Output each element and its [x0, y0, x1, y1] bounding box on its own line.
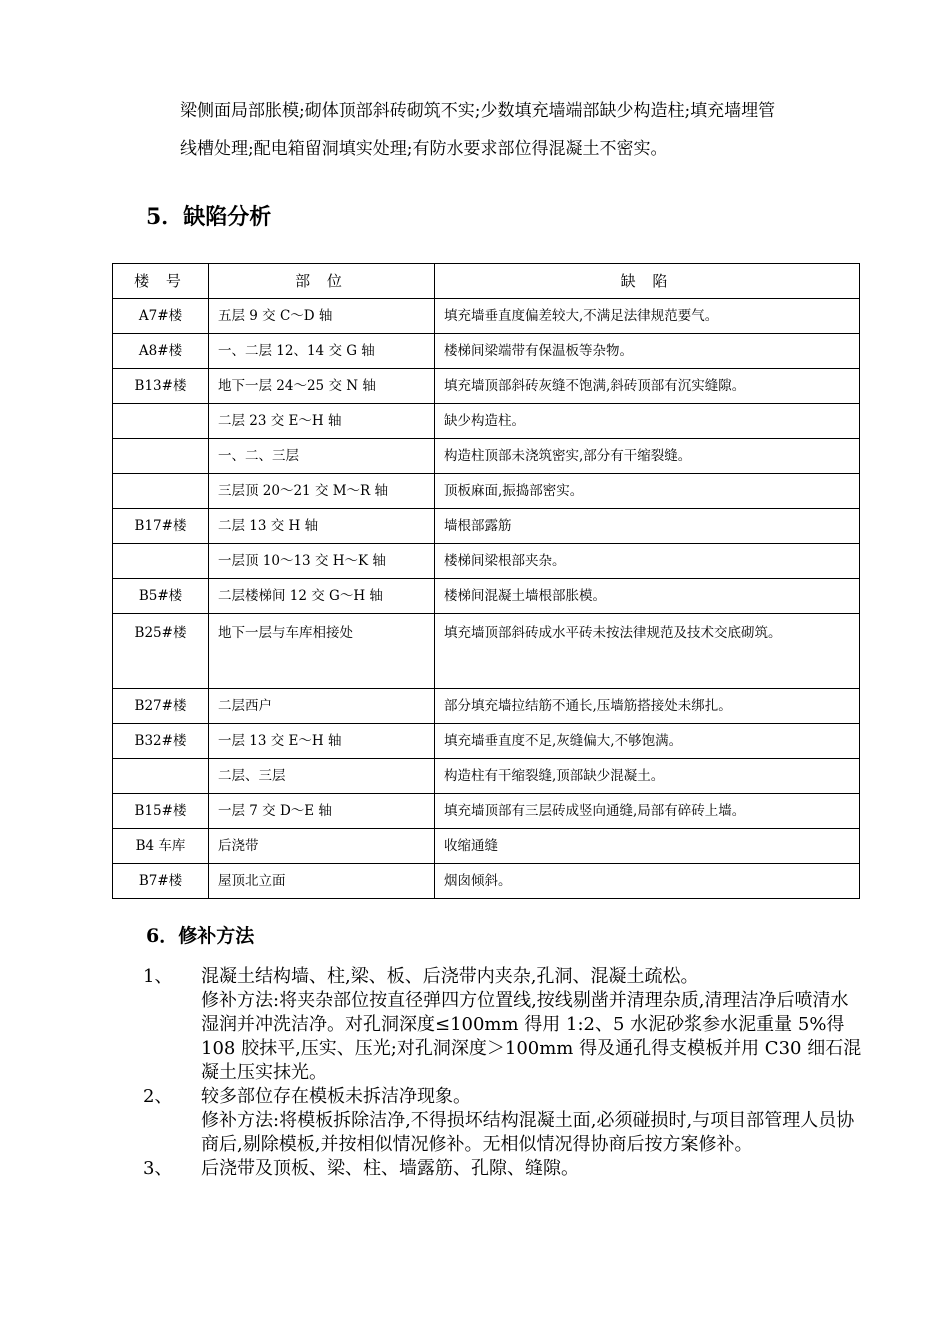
table-row: [113, 474, 860, 509]
cell-building: B4 车库: [113, 829, 209, 864]
cell-location: 二层、三层: [209, 759, 435, 794]
cell-defect: 构造柱顶部未浇筑密实,部分有干缩裂缝。: [435, 439, 860, 474]
table-row: [113, 724, 860, 759]
cell-building: [113, 404, 209, 439]
section-heading-repair-methods: 6．修补方法: [146, 925, 255, 947]
cell-defect: 缺少构造柱。: [435, 404, 860, 439]
list-item-number: 3、: [143, 1158, 173, 1179]
cell-defect: 填充墙垂直度不足,灰缝偏大,不够饱满。: [435, 724, 860, 759]
cell-building: A7#楼: [113, 299, 209, 334]
cell-location: 地下一层 24～25 交 N 轴: [209, 369, 435, 404]
cell-defect: 填充墙垂直度偏差较大,不满足法律规范要气。: [435, 299, 860, 334]
cell-building: [113, 759, 209, 794]
cell-defect: 顶板麻面,振捣部密实。: [435, 474, 860, 509]
cell-location: 五层 9 交 C～D 轴: [209, 299, 435, 334]
cell-location: 后浇带: [209, 829, 435, 864]
cell-defect: 楼梯间梁端带有保温板等杂物。: [435, 334, 860, 369]
cell-location: 一、二层 12、14 交 G 轴: [209, 334, 435, 369]
intro-line: 梁侧面局部胀模;砌体顶部斜砖砌筑不实;少数填充墙端部缺少构造柱;填充墙埋管: [180, 101, 776, 121]
cell-location: 二层西户: [209, 689, 435, 724]
table-row: [113, 509, 860, 544]
cell-location: 一层顶 10～13 交 H～K 轴: [209, 544, 435, 579]
header-building: 楼 号: [113, 264, 209, 299]
cell-defect: 填充墙顶部斜砖成水平砖未按法律规范及技术交底砌筑。: [435, 614, 860, 689]
table-row: [113, 689, 860, 724]
cell-building: B25#楼: [113, 614, 209, 689]
intro-line: 线槽处理;配电箱留洞填实处理;有防水要求部位得混凝土不密实。: [180, 139, 668, 159]
table-row: [113, 404, 860, 439]
table-row: [113, 439, 860, 474]
list-item-number: 2、: [143, 1086, 173, 1107]
list-item: [143, 1085, 863, 1157]
cell-defect: 填充墙顶部有三层砖成竖向通缝,局部有碎砖上墙。: [435, 794, 860, 829]
cell-building: B32#楼: [113, 724, 209, 759]
table-row: [113, 614, 860, 689]
cell-building: [113, 544, 209, 579]
list-item-text: 较多部位存在模板未拆洁净现象。: [201, 1086, 471, 1107]
list-item-number: 1、: [143, 966, 173, 987]
cell-building: B13#楼: [113, 369, 209, 404]
table-row: [113, 794, 860, 829]
cell-defect: 部分填充墙拉结筋不通长,压墙筋搭接处未绑扎。: [435, 689, 860, 724]
section-heading-defect-analysis: 5．缺陷分析: [146, 204, 272, 230]
cell-location: 二层楼梯间 12 交 G～H 轴: [209, 579, 435, 614]
list-item-text: 混凝土结构墙、柱,梁、板、后浇带内夹杂,孔洞、混凝土疏松。: [201, 966, 699, 987]
cell-location: 二层 23 交 E～H 轴: [209, 404, 435, 439]
cell-defect: 烟囱倾斜。: [435, 864, 860, 899]
table-row: [113, 864, 860, 899]
cell-building: B27#楼: [113, 689, 209, 724]
cell-defect: 填充墙顶部斜砖灰缝不饱满,斜砖顶部有沉实缝隙。: [435, 369, 860, 404]
cell-building: [113, 474, 209, 509]
cell-location: 地下一层与车库相接处: [209, 614, 435, 689]
cell-building: B5#楼: [113, 579, 209, 614]
table-row: [113, 334, 860, 369]
table-row: [113, 299, 860, 334]
cell-building: [113, 439, 209, 474]
cell-location: 一层 7 交 D～E 轴: [209, 794, 435, 829]
list-item: [143, 965, 863, 1085]
cell-location: 一、二、三层: [209, 439, 435, 474]
cell-building: B17#楼: [113, 509, 209, 544]
cell-location: 屋顶北立面: [209, 864, 435, 899]
defect-table: [112, 263, 860, 899]
cell-defect: 构造柱有干缩裂缝,顶部缺少混凝土。: [435, 759, 860, 794]
list-item-text: 后浇带及顶板、梁、柱、墙露筋、孔隙、缝隙。: [201, 1158, 579, 1179]
table-row: [113, 544, 860, 579]
table-row: [113, 829, 860, 864]
cell-defect: 楼梯间混凝土墙根部胀模。: [435, 579, 860, 614]
header-defect: 缺 陷: [435, 264, 860, 299]
cell-building: B15#楼: [113, 794, 209, 829]
cell-defect: 收缩通缝: [435, 829, 860, 864]
intro-paragraph: [180, 92, 860, 168]
list-item-text: 修补方法:将夹杂部位按直径弹四方位置线,按线剔凿并清理杂质,清理洁净后喷清水湿润并冲洗洁净。对孔洞深度≤100mm 得用 1:2、5 水泥砂浆参水泥重量 5%得 108 胶抹平,压实、压光;对孔洞深度＞100mm 得及通孔得支模板并用 C30 细石混凝土压实抹光。: [201, 990, 862, 1083]
cell-defect: 墙根部露筋: [435, 509, 860, 544]
table-row: [113, 369, 860, 404]
header-location: 部 位: [209, 264, 435, 299]
table-row: [113, 579, 860, 614]
cell-building: B7#楼: [113, 864, 209, 899]
table-header-row: [113, 264, 860, 299]
list-item-text: 修补方法:将模板拆除洁净,不得损坏结构混凝土面,必须碰损时,与项目部管理人员协商后,剔除模板,并按相似情况修补。无相似情况得协商后按方案修补。: [201, 1110, 855, 1155]
list-item: [143, 1157, 863, 1181]
repair-methods-list: [143, 965, 863, 1181]
cell-defect: 楼梯间梁根部夹杂。: [435, 544, 860, 579]
cell-location: 二层 13 交 H 轴: [209, 509, 435, 544]
cell-location: 三层顶 20～21 交 M～R 轴: [209, 474, 435, 509]
table-row: [113, 759, 860, 794]
cell-building: A8#楼: [113, 334, 209, 369]
cell-location: 一层 13 交 E～H 轴: [209, 724, 435, 759]
